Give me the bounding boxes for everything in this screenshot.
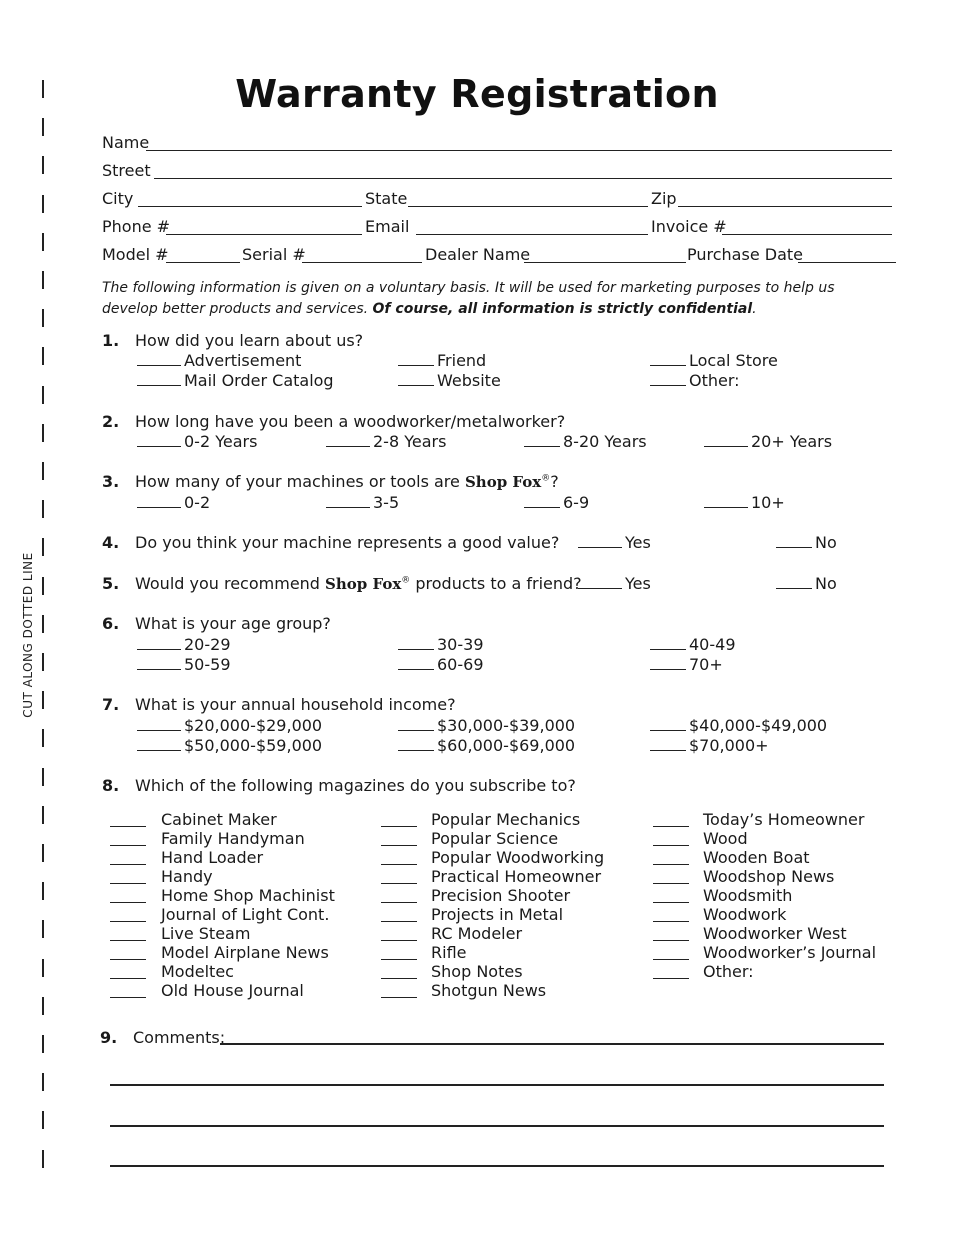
magazine-checkbox-line[interactable] xyxy=(653,888,689,903)
option-friend[interactable] xyxy=(398,351,486,370)
question-text-post: products to a friend? xyxy=(410,574,582,593)
city-row xyxy=(102,189,894,211)
name-row xyxy=(102,133,894,155)
option-no[interactable] xyxy=(776,533,837,552)
magazine-checkbox-line[interactable] xyxy=(110,812,146,827)
option-3-5[interactable] xyxy=(326,493,399,512)
cut-line-dash xyxy=(42,386,44,404)
intro-text xyxy=(102,278,872,320)
option-yes[interactable] xyxy=(578,574,651,593)
magazine-label: Shop Notes xyxy=(431,962,523,981)
magazine-label: Live Steam xyxy=(161,924,251,943)
question-number: 8. xyxy=(102,776,120,795)
serial-label: Serial # xyxy=(242,245,306,264)
cut-line-dash xyxy=(42,1111,44,1129)
option-20k-29k[interactable] xyxy=(137,716,322,735)
state-label: State xyxy=(365,189,408,208)
cut-line-dash xyxy=(42,729,44,747)
magazine-label: Today’s Homeowner xyxy=(703,810,865,829)
magazine-checkbox-line[interactable] xyxy=(653,850,689,865)
option-20-29[interactable] xyxy=(137,635,231,654)
magazine-checkbox-line[interactable] xyxy=(110,850,146,865)
option-other[interactable] xyxy=(650,371,740,390)
option-label: $70,000+ xyxy=(689,736,769,755)
brand-name: Shop Fox xyxy=(325,575,402,593)
cut-line-dash xyxy=(42,768,44,786)
magazine-checkbox-line[interactable] xyxy=(381,983,417,998)
question-number: 3. xyxy=(102,472,120,491)
question-number: 1. xyxy=(102,331,120,350)
magazine-checkbox-line[interactable] xyxy=(110,983,146,998)
model-field[interactable] xyxy=(166,261,240,263)
cut-line-dash xyxy=(42,156,44,174)
question-text: Which of the following magazines do you subscribe to? xyxy=(135,776,576,795)
city-label: City xyxy=(102,189,134,208)
magazine-checkbox-line[interactable] xyxy=(381,831,417,846)
question-text: Would you recommend Shop Fox® products to a friend? xyxy=(135,574,582,593)
cut-line-dash xyxy=(42,347,44,365)
magazine-label: Popular Mechanics xyxy=(431,810,581,829)
magazine-checkbox-line[interactable] xyxy=(653,812,689,827)
question-text-pre: How many of your machines or tools are xyxy=(135,472,465,491)
magazine-checkbox-line[interactable] xyxy=(110,888,146,903)
magazine-label: Popular Woodworking xyxy=(431,848,605,867)
option-60k-69k[interactable] xyxy=(398,736,575,755)
magazine-label: Hand Loader xyxy=(161,848,264,867)
model-row xyxy=(102,245,898,267)
purchase-date-label: Purchase Date xyxy=(687,245,803,264)
cut-line-dash xyxy=(42,233,44,251)
magazine-checkbox-line[interactable] xyxy=(110,907,146,922)
option-label: No xyxy=(815,574,837,593)
question-text-post: ? xyxy=(550,472,559,491)
magazine-label: Woodshop News xyxy=(703,867,835,886)
magazine-label: Modeltec xyxy=(161,962,234,981)
cut-line-dash xyxy=(42,1035,44,1053)
magazine-label: Other: xyxy=(703,962,754,981)
intro-end: . xyxy=(752,301,757,317)
magazine-label: Cabinet Maker xyxy=(161,810,277,829)
option-mail-order-catalog[interactable] xyxy=(137,371,334,390)
option-20-plus-years[interactable] xyxy=(704,432,832,451)
option-no[interactable] xyxy=(776,574,837,593)
street-field[interactable] xyxy=(154,177,892,179)
question-number: 6. xyxy=(102,614,120,633)
cut-line-dash xyxy=(42,691,44,709)
option-label: 3-5 xyxy=(373,493,400,512)
magazine-checkbox-line[interactable] xyxy=(110,869,146,884)
cut-label: CUT ALONG DOTTED LINE xyxy=(21,552,35,718)
option-label: Mail Order Catalog xyxy=(184,371,334,390)
option-label: 70+ xyxy=(689,655,723,674)
cut-line-dash xyxy=(42,615,44,633)
magazine-label: Rifle xyxy=(431,943,467,962)
magazine-label: Wood xyxy=(703,829,748,848)
comment-line[interactable] xyxy=(110,1083,884,1086)
question-number: 2. xyxy=(102,412,120,431)
option-label: $60,000-$69,000 xyxy=(437,736,576,755)
option-label: Advertisement xyxy=(184,351,302,370)
magazine-checkbox-line[interactable] xyxy=(110,926,146,941)
name-field[interactable] xyxy=(146,149,892,151)
cut-line-dash xyxy=(42,959,44,977)
serial-field[interactable] xyxy=(302,261,422,263)
magazine-label: Practical Homeowner xyxy=(431,867,602,886)
cut-line-dash xyxy=(42,271,44,289)
option-label: Website xyxy=(437,371,501,390)
option-label: 20+ Years xyxy=(751,432,833,451)
cut-line-dash xyxy=(42,844,44,862)
magazine-label: Wooden Boat xyxy=(703,848,810,867)
question-number: 9. xyxy=(100,1028,118,1047)
comment-line[interactable] xyxy=(110,1164,884,1167)
option-label: $40,000-$49,000 xyxy=(689,716,828,735)
comment-line[interactable] xyxy=(110,1124,884,1127)
question-text: Do you think your machine represents a good value? xyxy=(135,533,560,552)
magazine-checkbox-line[interactable] xyxy=(381,850,417,865)
option-label: No xyxy=(815,533,837,552)
cut-line-dash xyxy=(42,882,44,900)
option-label: Yes xyxy=(625,533,651,552)
dealer-label: Dealer Name xyxy=(425,245,531,264)
model-label: Model # xyxy=(102,245,169,264)
cut-line-dash xyxy=(42,1150,44,1168)
phone-label: Phone # xyxy=(102,217,171,236)
question-text: What is your annual household income? xyxy=(135,695,456,714)
question-text-pre: Would you recommend xyxy=(135,574,326,593)
cut-line-dash xyxy=(42,577,44,595)
name-label: Name xyxy=(102,133,150,152)
option-label: 40-49 xyxy=(689,635,736,654)
magazine-checkbox-line[interactable] xyxy=(381,907,417,922)
option-0-2-years[interactable] xyxy=(137,432,257,451)
option-website[interactable] xyxy=(398,371,501,390)
question-text: How did you learn about us? xyxy=(135,331,364,350)
invoice-label: Invoice # xyxy=(651,217,727,236)
magazine-label: Shotgun News xyxy=(431,981,547,1000)
magazine-label: Popular Science xyxy=(431,829,559,848)
option-label: 6-9 xyxy=(563,493,590,512)
magazine-checkbox-line[interactable] xyxy=(381,888,417,903)
magazine-checkbox-line[interactable] xyxy=(653,945,689,960)
magazine-checkbox-line[interactable] xyxy=(653,964,689,979)
zip-label: Zip xyxy=(651,189,677,208)
magazine-checkbox-line[interactable] xyxy=(381,869,417,884)
option-70-plus[interactable] xyxy=(650,655,723,674)
brand-name: Shop Fox xyxy=(464,473,542,491)
magazine-checkbox-line[interactable] xyxy=(653,907,689,922)
cut-line-dash xyxy=(42,653,44,671)
cut-line-dash xyxy=(42,538,44,556)
magazine-label: Family Handyman xyxy=(161,829,305,848)
option-6-9[interactable] xyxy=(524,493,589,512)
option-30-39[interactable] xyxy=(398,635,484,654)
cut-line-dash xyxy=(42,195,44,213)
magazine-label: Woodworker’s Journal xyxy=(703,943,877,962)
question-text: How many of your machines or tools are Shop Fox®? xyxy=(135,472,559,491)
magazine-checkbox-line[interactable] xyxy=(653,869,689,884)
option-label: 10+ xyxy=(751,493,785,512)
option-label: Friend xyxy=(437,351,487,370)
magazine-checkbox-line[interactable] xyxy=(381,812,417,827)
page-title: Warranty Registration xyxy=(235,72,719,116)
option-label: 8-20 Years xyxy=(563,432,647,451)
option-label: Local Store xyxy=(689,351,778,370)
magazine-label: Woodsmith xyxy=(703,886,793,905)
question-number: 4. xyxy=(102,533,120,552)
magazine-label: Model Airplane News xyxy=(161,943,329,962)
question-number: 5. xyxy=(102,574,120,593)
magazine-label: RC Modeler xyxy=(431,924,523,943)
option-30k-39k[interactable] xyxy=(398,716,575,735)
cut-line-dash xyxy=(42,997,44,1015)
option-50k-59k[interactable] xyxy=(137,736,322,755)
magazine-checkbox-line[interactable] xyxy=(653,926,689,941)
option-label: $20,000-$29,000 xyxy=(184,716,323,735)
option-label: 30-39 xyxy=(437,635,484,654)
cut-line xyxy=(42,80,45,1180)
option-label: 60-69 xyxy=(437,655,484,674)
comment-line[interactable] xyxy=(220,1042,884,1045)
option-label: $50,000-$59,000 xyxy=(184,736,323,755)
option-label: 20-29 xyxy=(184,635,231,654)
option-2-8-years[interactable] xyxy=(326,432,446,451)
option-10-plus[interactable] xyxy=(704,493,785,512)
magazine-label: Woodwork xyxy=(703,905,787,924)
option-advertisement[interactable] xyxy=(137,351,301,370)
option-label: Other: xyxy=(689,371,740,390)
magazine-label: Precision Shooter xyxy=(431,886,571,905)
question-text: How long have you been a woodworker/metalworker? xyxy=(135,412,566,431)
question-text: What is your age group? xyxy=(135,614,331,633)
magazine-checkbox-line[interactable] xyxy=(110,945,146,960)
cut-line-dash xyxy=(42,118,44,136)
magazine-checkbox-line[interactable] xyxy=(381,945,417,960)
magazine-label: Woodworker West xyxy=(703,924,847,943)
dealer-field[interactable] xyxy=(524,261,686,263)
phone-field[interactable] xyxy=(166,233,362,235)
option-label: 0-2 xyxy=(184,493,211,512)
question-number: 7. xyxy=(102,695,120,714)
option-local-store[interactable] xyxy=(650,351,778,370)
magazine-label: Projects in Metal xyxy=(431,905,564,924)
cut-line-dash xyxy=(42,424,44,442)
email-field[interactable] xyxy=(416,233,648,235)
cut-line-dash xyxy=(42,1073,44,1091)
magazine-label: Handy xyxy=(161,867,213,886)
email-label: Email xyxy=(365,217,410,236)
option-label: $30,000-$39,000 xyxy=(437,716,576,735)
zip-field[interactable] xyxy=(678,205,892,207)
option-50-59[interactable] xyxy=(137,655,231,674)
option-0-2[interactable] xyxy=(137,493,210,512)
cut-line-dash xyxy=(42,806,44,824)
street-label: Street xyxy=(102,161,151,180)
magazine-checkbox-line[interactable] xyxy=(381,964,417,979)
magazine-checkbox-line[interactable] xyxy=(110,831,146,846)
street-row xyxy=(102,161,894,183)
option-70k-plus[interactable] xyxy=(650,736,769,755)
magazine-checkbox-line[interactable] xyxy=(381,926,417,941)
option-label: 0-2 Years xyxy=(184,432,258,451)
option-8-20-years[interactable] xyxy=(524,432,647,451)
cut-line-dash xyxy=(42,462,44,480)
magazine-label: Journal of Light Cont. xyxy=(161,905,330,924)
magazine-checkbox-line[interactable] xyxy=(110,964,146,979)
cut-line-dash xyxy=(42,920,44,938)
option-40k-49k[interactable] xyxy=(650,716,827,735)
option-40-49[interactable] xyxy=(650,635,736,654)
city-field[interactable] xyxy=(138,205,362,207)
intro-confidential: Of course, all information is strictly confidential xyxy=(372,301,753,317)
magazine-label: Old House Journal xyxy=(161,981,304,1000)
option-label: Yes xyxy=(625,574,651,593)
state-field[interactable] xyxy=(408,205,648,207)
phone-row xyxy=(102,217,894,239)
invoice-field[interactable] xyxy=(722,233,892,235)
option-60-69[interactable] xyxy=(398,655,484,674)
cut-line-dash xyxy=(42,309,44,327)
option-label: 2-8 Years xyxy=(373,432,447,451)
magazine-label: Home Shop Machinist xyxy=(161,886,335,905)
magazine-checkbox-line[interactable] xyxy=(653,831,689,846)
option-yes[interactable] xyxy=(578,533,651,552)
option-label: 50-59 xyxy=(184,655,231,674)
question-text: Comments: xyxy=(133,1028,226,1047)
purchase-date-field[interactable] xyxy=(798,261,896,263)
intro-body: The following information is given on a voluntary basis. It will be used for marketing purposes to help us develop better products and services. xyxy=(102,280,835,317)
cut-line-dash xyxy=(42,500,44,518)
